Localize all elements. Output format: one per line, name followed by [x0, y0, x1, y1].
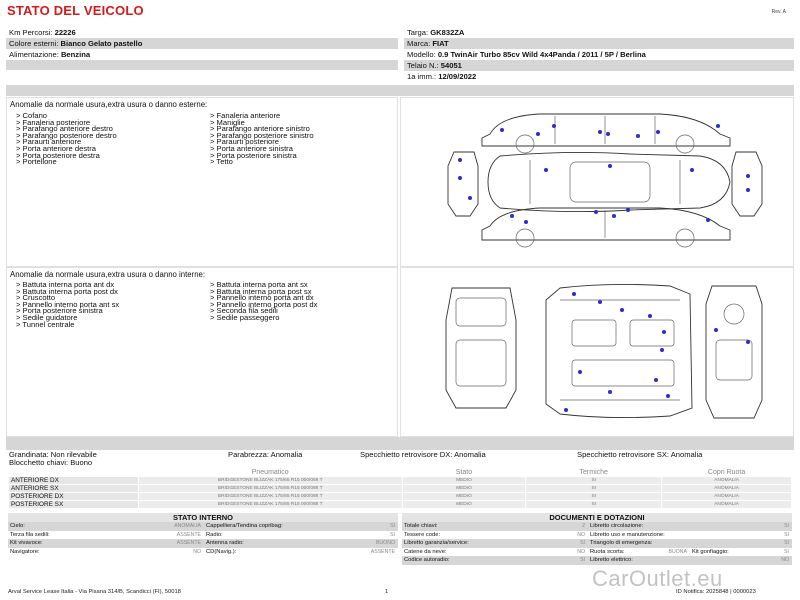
- damage-marker: [636, 134, 640, 138]
- color-value: Bianco Gelato pastello: [60, 39, 143, 48]
- damage-marker: [656, 130, 660, 134]
- car-side-top-icon: [482, 114, 730, 153]
- interior-kv: Cielo: ANOMALIA: [8, 522, 204, 531]
- list-item: > Porta anteriore destra: [16, 143, 96, 153]
- model-value: 0.9 TwinAir Turbo 85cv Wild 4x4Panda / 2011 / 5P / Berlina: [437, 50, 646, 59]
- damage-marker: [714, 328, 718, 332]
- damage-marker: [660, 348, 664, 352]
- km-row: [6, 27, 396, 38]
- tyre-winter: SI: [526, 501, 662, 509]
- tyre-header: Pneumatico: [138, 469, 402, 477]
- tyre-model: BRIDGESTONE BLIZZAK 175/65 R15 000/088 T: [138, 477, 402, 485]
- damage-marker: [606, 132, 610, 136]
- damage-marker: [654, 378, 658, 382]
- list-item: > Maniglie: [210, 117, 245, 127]
- km-value: 22226: [54, 28, 76, 37]
- list-item: > Porta posteriore destra: [16, 150, 100, 160]
- footer-id: ID Notifica: 2025848 | 0000023: [676, 589, 756, 595]
- registration-row: [404, 71, 792, 82]
- list-item: > Battuta interna porta post dx: [16, 286, 118, 296]
- documents-kv: Libretto uso e manutenzione: SI: [590, 531, 789, 538]
- list-item: > Battuta interna porta ant sx: [210, 280, 308, 289]
- documents-kv: Libretto garanzia/service: SI: [402, 539, 588, 548]
- damage-marker: [620, 308, 624, 312]
- tyre-position: POSTERIORE DX: [9, 493, 139, 501]
- winter-header: Termiche: [526, 469, 662, 477]
- damage-marker: [608, 390, 612, 394]
- damage-marker: [690, 168, 694, 172]
- tyre-state: MEDIO: [402, 493, 526, 501]
- damage-marker: [552, 124, 556, 128]
- tyre-state: MEDIO: [402, 477, 526, 485]
- car-front-icon: [448, 152, 478, 216]
- damage-marker: [544, 168, 548, 172]
- list-item: > Parafango anteriore sinistro: [210, 124, 310, 134]
- chassis-row: [404, 60, 794, 71]
- interior-kv: Antenna radio: BUONO: [204, 539, 398, 548]
- tyre-position: ANTERIORE DX: [9, 477, 139, 485]
- list-item: > Portellone: [16, 157, 57, 167]
- hubcap-header: Copri Ruota: [662, 469, 792, 477]
- revision-label: Rev. A: [771, 9, 786, 15]
- tyre-model: BRIDGESTONE BLIZZAK 175/65 R15 000/088 T: [138, 485, 402, 493]
- tyre-position: ANTERIORE SX: [9, 485, 139, 493]
- damage-marker: [510, 214, 514, 218]
- tyres-table: [8, 468, 792, 509]
- damage-marker: [572, 292, 576, 296]
- external-damage-title: Anomalie da normale usura,extra usura o danno esterne:: [10, 100, 208, 109]
- damage-markers: [458, 124, 750, 224]
- interior-state-title: STATO INTERNO: [8, 513, 398, 523]
- tyre-model: BRIDGESTONE BLIZZAK 175/65 R15 000/088 T: [138, 493, 402, 501]
- damage-marker: [706, 218, 710, 222]
- list-item: > Paraurti anteriore: [16, 137, 82, 147]
- damage-marker: [594, 210, 598, 214]
- watermark-logo: CarOutlet.eu: [592, 566, 723, 591]
- keylock-status: Blocchetto chiavi: Buono: [9, 458, 93, 467]
- documents-kv: Codice autoradio: SI: [402, 556, 588, 565]
- damage-marker: [500, 128, 504, 132]
- damage-marker: [746, 340, 750, 344]
- list-item: > Sedile guidatore: [16, 312, 78, 322]
- internal-damage-list-1: [16, 282, 119, 328]
- chassis-value: 54051: [440, 61, 462, 70]
- tyre-winter: SI: [526, 477, 662, 485]
- fuel-label: Alimentazione:: [9, 50, 59, 59]
- tyre-hubcap: ANOMALIA: [662, 501, 792, 509]
- model-label: Modello:: [407, 50, 436, 59]
- section-separator-2: [6, 437, 794, 450]
- state-header: Stato: [402, 469, 526, 477]
- documents-kv: Ruota scorta: BUONA: [590, 548, 687, 555]
- interior-kv: Radio: SI: [206, 531, 395, 538]
- list-item: > Parafango anteriore destro: [16, 124, 113, 134]
- color-row: [6, 38, 398, 49]
- list-item: > Battuta interna porta ant dx: [16, 280, 115, 289]
- table-row: [9, 485, 792, 493]
- list-item: > Fanaleria posteriore: [16, 117, 91, 127]
- tyre-hubcap: ANOMALIA: [662, 485, 792, 493]
- list-item: > Porta posteriore sinistra: [16, 306, 103, 316]
- list-item: > Pannello interno porta ant dx: [210, 293, 314, 303]
- damage-marker: [578, 370, 582, 374]
- external-damage-list-1: [16, 113, 117, 166]
- car-interior-plan-icon: [546, 284, 692, 417]
- external-damage-list-2: [210, 113, 314, 166]
- list-item: > Porta posteriore sinistra: [210, 150, 297, 160]
- brand-row: [404, 38, 794, 49]
- tyre-state: MEDIO: [402, 501, 526, 509]
- documents-title: DOCUMENTI E DOTAZIONI: [402, 513, 792, 523]
- damage-marker: [746, 188, 750, 192]
- internal-damage-list-2: [210, 282, 317, 322]
- page-title: STATO DEL VEICOLO: [7, 3, 144, 18]
- table-row: [9, 493, 792, 501]
- damage-marker: [648, 314, 652, 318]
- damage-marker: [598, 130, 602, 134]
- documents-kv: Libretto elettrico: NO: [588, 556, 792, 565]
- documents-kv: Kit gonfiaggio: SI: [692, 548, 789, 555]
- tyre-model: BRIDGESTONE BLIZZAK 175/65 R15 000/088 T: [138, 501, 402, 509]
- damage-marker: [608, 164, 612, 168]
- damage-marker: [626, 208, 630, 212]
- list-item: > Pannello interno porta ant sx: [16, 299, 120, 309]
- car-interior-rear-icon: [706, 286, 762, 418]
- color-label: Colore esterni:: [9, 39, 59, 48]
- list-item: > Pannello interno porta post dx: [210, 299, 318, 309]
- list-item: > Tetto: [210, 157, 233, 167]
- footer-page-number: 1: [385, 589, 389, 595]
- interior-kv: CD(Navig.): ASSENTE: [206, 548, 395, 555]
- damage-marker: [524, 220, 528, 224]
- damage-marker: [666, 394, 670, 398]
- vehicle-spacer-left: [6, 60, 398, 70]
- damage-marker: [468, 196, 472, 200]
- car-plan-icon: [488, 152, 730, 211]
- list-item: > Battuta interna porta post sx: [210, 286, 312, 296]
- car-rear-icon: [732, 152, 762, 216]
- hail-status: Grandinata: Non rilevabile: [9, 450, 97, 459]
- plate-row: [404, 27, 792, 38]
- damage-marker: [612, 214, 616, 218]
- brand-value: FIAT: [432, 39, 449, 48]
- chassis-label: Telaio N.:: [407, 61, 439, 70]
- documents-kv: Libretto circolazione: SI: [588, 522, 792, 531]
- list-item: > Paraurti posteriore: [210, 137, 280, 147]
- interior-kv: Kit vivavoce: ASSENTE: [8, 539, 204, 548]
- tyre-winter: SI: [526, 485, 662, 493]
- brand-label: Marca:: [407, 39, 431, 48]
- mirror-sx-status: Specchietto retrovisore SX: Anomalia: [577, 450, 703, 459]
- list-item: > Porta anteriore sinistra: [210, 143, 293, 153]
- mirror-dx-status: Specchietto retrovisore DX: Anomalia: [360, 450, 486, 459]
- documents-kv: Totale chiavi: 2: [402, 522, 588, 531]
- damage-marker: [746, 174, 750, 178]
- documents-kv: Tessere code: NO: [404, 531, 585, 538]
- internal-damage-title: Anomalie da normale usura,extra usura o danno interne:: [10, 270, 206, 279]
- fuel-row: [6, 49, 396, 60]
- windscreen-status: Parabrezza: Anomalia: [228, 450, 303, 459]
- km-label: Km Percorsi:: [9, 28, 53, 37]
- footer-company: Arval Service Lease Italia - Via Pisana 314/B, Scandicci (FI), 50018: [8, 589, 181, 595]
- list-item: > Parafango posteriore destro: [16, 130, 117, 140]
- damage-markers: [564, 292, 750, 412]
- tyre-hubcap: ANOMALIA: [662, 477, 792, 485]
- tyre-state: MEDIO: [402, 485, 526, 493]
- plate-value: GK832ZA: [430, 28, 465, 37]
- list-item: > Seconda fila sedili: [210, 306, 278, 316]
- internal-car-diagram: [440, 280, 770, 430]
- documents-kv: Catene da neve: NO: [404, 548, 585, 555]
- table-row: [9, 501, 792, 509]
- damage-marker: [598, 300, 602, 304]
- list-item: > Tunnel centrale: [16, 319, 75, 329]
- list-item: > Cofano: [16, 111, 48, 120]
- table-row: [9, 477, 792, 485]
- damage-marker: [458, 176, 462, 180]
- car-interior-front-icon: [446, 288, 516, 408]
- fuel-value: Benzina: [60, 50, 91, 59]
- section-separator: [6, 85, 794, 96]
- car-side-bottom-icon: [482, 208, 730, 247]
- damage-marker: [536, 132, 540, 136]
- damage-marker: [662, 330, 666, 334]
- list-item: > Fanaleria anteriore: [210, 111, 281, 120]
- damage-marker: [716, 124, 720, 128]
- interior-kv: Terza fila sedili: ASSENTE: [10, 531, 201, 538]
- list-item: > Sedile passeggero: [210, 312, 280, 322]
- list-item: > Parafango posteriore sinistro: [210, 130, 314, 140]
- plate-label: Targa:: [407, 28, 429, 37]
- interior-kv: Navigatore: NO: [10, 548, 201, 555]
- documents-kv: Triangolo di emergenza: SI: [588, 539, 792, 548]
- list-item: > Cruscotto: [16, 293, 56, 303]
- tyre-position: POSTERIORE SX: [9, 501, 139, 509]
- registration-label: 1a imm.:: [407, 72, 437, 81]
- interior-kv: Cappelliera/Tendina copribag: SI: [204, 522, 398, 531]
- registration-value: 12/09/2022: [438, 72, 477, 81]
- tyres-header-row: [9, 469, 792, 477]
- model-row: [404, 49, 792, 60]
- damage-marker: [564, 408, 568, 412]
- external-car-diagram: [430, 104, 770, 264]
- damage-marker: [458, 158, 462, 162]
- tyre-winter: SI: [526, 493, 662, 501]
- tyre-hubcap: ANOMALIA: [662, 493, 792, 501]
